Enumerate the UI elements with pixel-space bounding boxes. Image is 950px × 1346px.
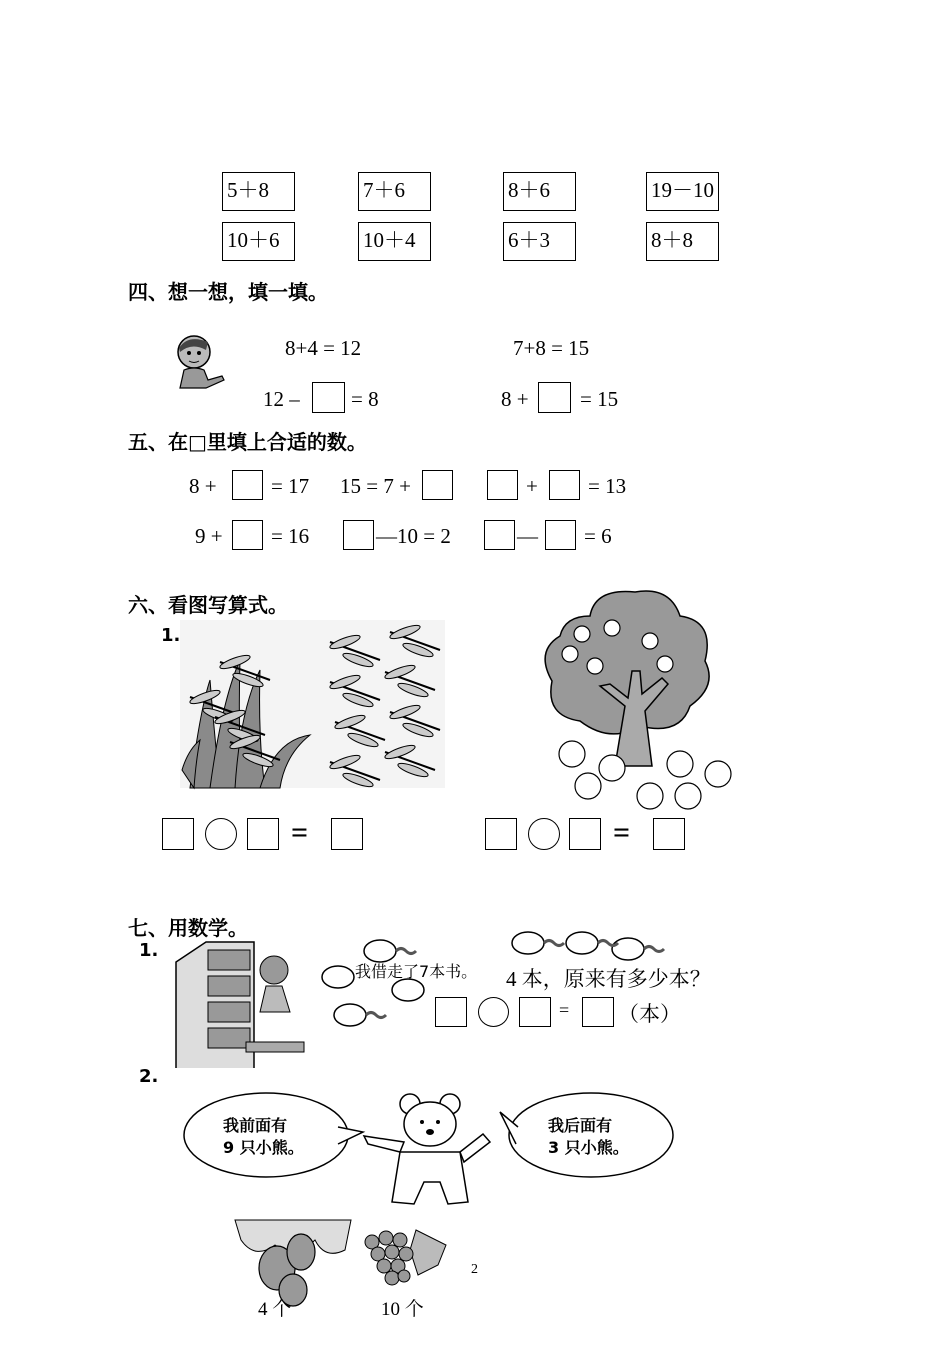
s5-r2a-left: 9 + xyxy=(195,524,223,548)
answer-box[interactable] xyxy=(653,818,685,850)
answer-box[interactable] xyxy=(232,470,263,500)
answer-box[interactable] xyxy=(545,520,576,550)
s5-r2c-right: = 6 xyxy=(584,524,612,548)
expr-box-2-2: 10＋4 xyxy=(358,222,431,261)
item-number: 1. xyxy=(161,625,181,646)
answer-box[interactable] xyxy=(487,470,518,500)
expr-box-2-4: 8＋8 xyxy=(646,222,719,261)
s5-r1a-right: = 17 xyxy=(271,474,310,498)
apple-tree-picture xyxy=(540,586,735,816)
grapes-right-picture xyxy=(358,1220,450,1300)
dragonfly-picture xyxy=(180,620,445,788)
expr-box-1-1: 5＋8 xyxy=(222,172,295,211)
expr-box-1-3: 8＋6 xyxy=(503,172,576,211)
answer-box[interactable] xyxy=(435,997,467,1027)
grapes-left-picture xyxy=(235,1220,351,1305)
s5-r2a-right: = 16 xyxy=(271,524,310,548)
answer-box[interactable] xyxy=(312,382,345,413)
equals-sign: = xyxy=(613,816,631,849)
answer-box[interactable] xyxy=(485,818,517,850)
expr-box-2-1: 10＋6 xyxy=(222,222,295,261)
s5-r1b-left: 15 = 7 + xyxy=(340,474,411,498)
grape-right-label: 10 个 xyxy=(381,1299,424,1320)
right-bubble-line2: 3 只小熊。 xyxy=(548,1138,629,1157)
operator-circle[interactable] xyxy=(478,997,509,1027)
fill-eq-2-left: 8 + xyxy=(501,387,529,411)
operator-circle[interactable] xyxy=(205,818,237,850)
page-number: 2 xyxy=(471,1262,478,1277)
answer-box[interactable] xyxy=(247,818,279,850)
section7-heading: 七、用数学。 xyxy=(128,916,248,940)
fill-eq-2-right: = 15 xyxy=(580,387,619,411)
answer-box[interactable] xyxy=(569,818,601,850)
question-text: 4 本，原来有多少本？ xyxy=(506,967,711,991)
answer-box[interactable] xyxy=(422,470,453,500)
answer-box[interactable] xyxy=(343,520,374,550)
answer-box[interactable] xyxy=(549,470,580,500)
operator-circle[interactable] xyxy=(528,818,560,850)
grape-left-label: 4 个 xyxy=(258,1299,292,1320)
s5-r1a-left: 8 + xyxy=(189,474,217,498)
speech-bubble-text: 我借走了7本书。 xyxy=(355,962,478,981)
answer-box[interactable] xyxy=(484,520,515,550)
expr-box-1-2: 7＋6 xyxy=(358,172,431,211)
equals-sign: = xyxy=(291,816,309,849)
left-bubble-line2: 9 只小熊。 xyxy=(223,1138,304,1157)
answer-box[interactable] xyxy=(538,382,571,413)
expr-box-2-3: 6＋3 xyxy=(503,222,576,261)
s5-r2c-mid: — xyxy=(517,524,538,548)
s5-r1c-right: = 13 xyxy=(588,474,627,498)
fill-eq-1-right: = 8 xyxy=(351,387,379,411)
answer-box[interactable] xyxy=(162,818,194,850)
left-bubble-line1: 我前面有 xyxy=(223,1116,288,1135)
expr-box-1-4: 19－10 xyxy=(646,172,719,211)
example-eq-2: 7+8 = 15 xyxy=(513,336,590,360)
section4-heading: 四、想一想，填一填。 xyxy=(128,280,328,304)
answer-box[interactable] xyxy=(331,818,363,850)
s5-r1c-mid: + xyxy=(526,474,538,498)
bookshelf-girl-picture xyxy=(176,942,311,1068)
boy-illustration xyxy=(170,332,230,392)
answer-box[interactable] xyxy=(519,997,551,1027)
right-bubble-line1: 我后面有 xyxy=(548,1116,613,1135)
section5-heading: 五、在□里填上合适的数。 xyxy=(128,430,367,454)
answer-box[interactable] xyxy=(582,997,614,1027)
answer-box[interactable] xyxy=(232,520,263,550)
section6-heading: 六、看图写算式。 xyxy=(128,593,288,617)
item-number: 2. xyxy=(139,1066,159,1087)
equals-sign: = xyxy=(559,1000,570,1020)
example-eq-1: 8+4 = 12 xyxy=(285,336,362,360)
unit-label: （本） xyxy=(618,1002,681,1026)
s5-r2b-right: —10 = 2 xyxy=(376,524,451,548)
item-number: 1. xyxy=(139,940,159,961)
fill-eq-1-left: 12 – xyxy=(263,387,300,411)
